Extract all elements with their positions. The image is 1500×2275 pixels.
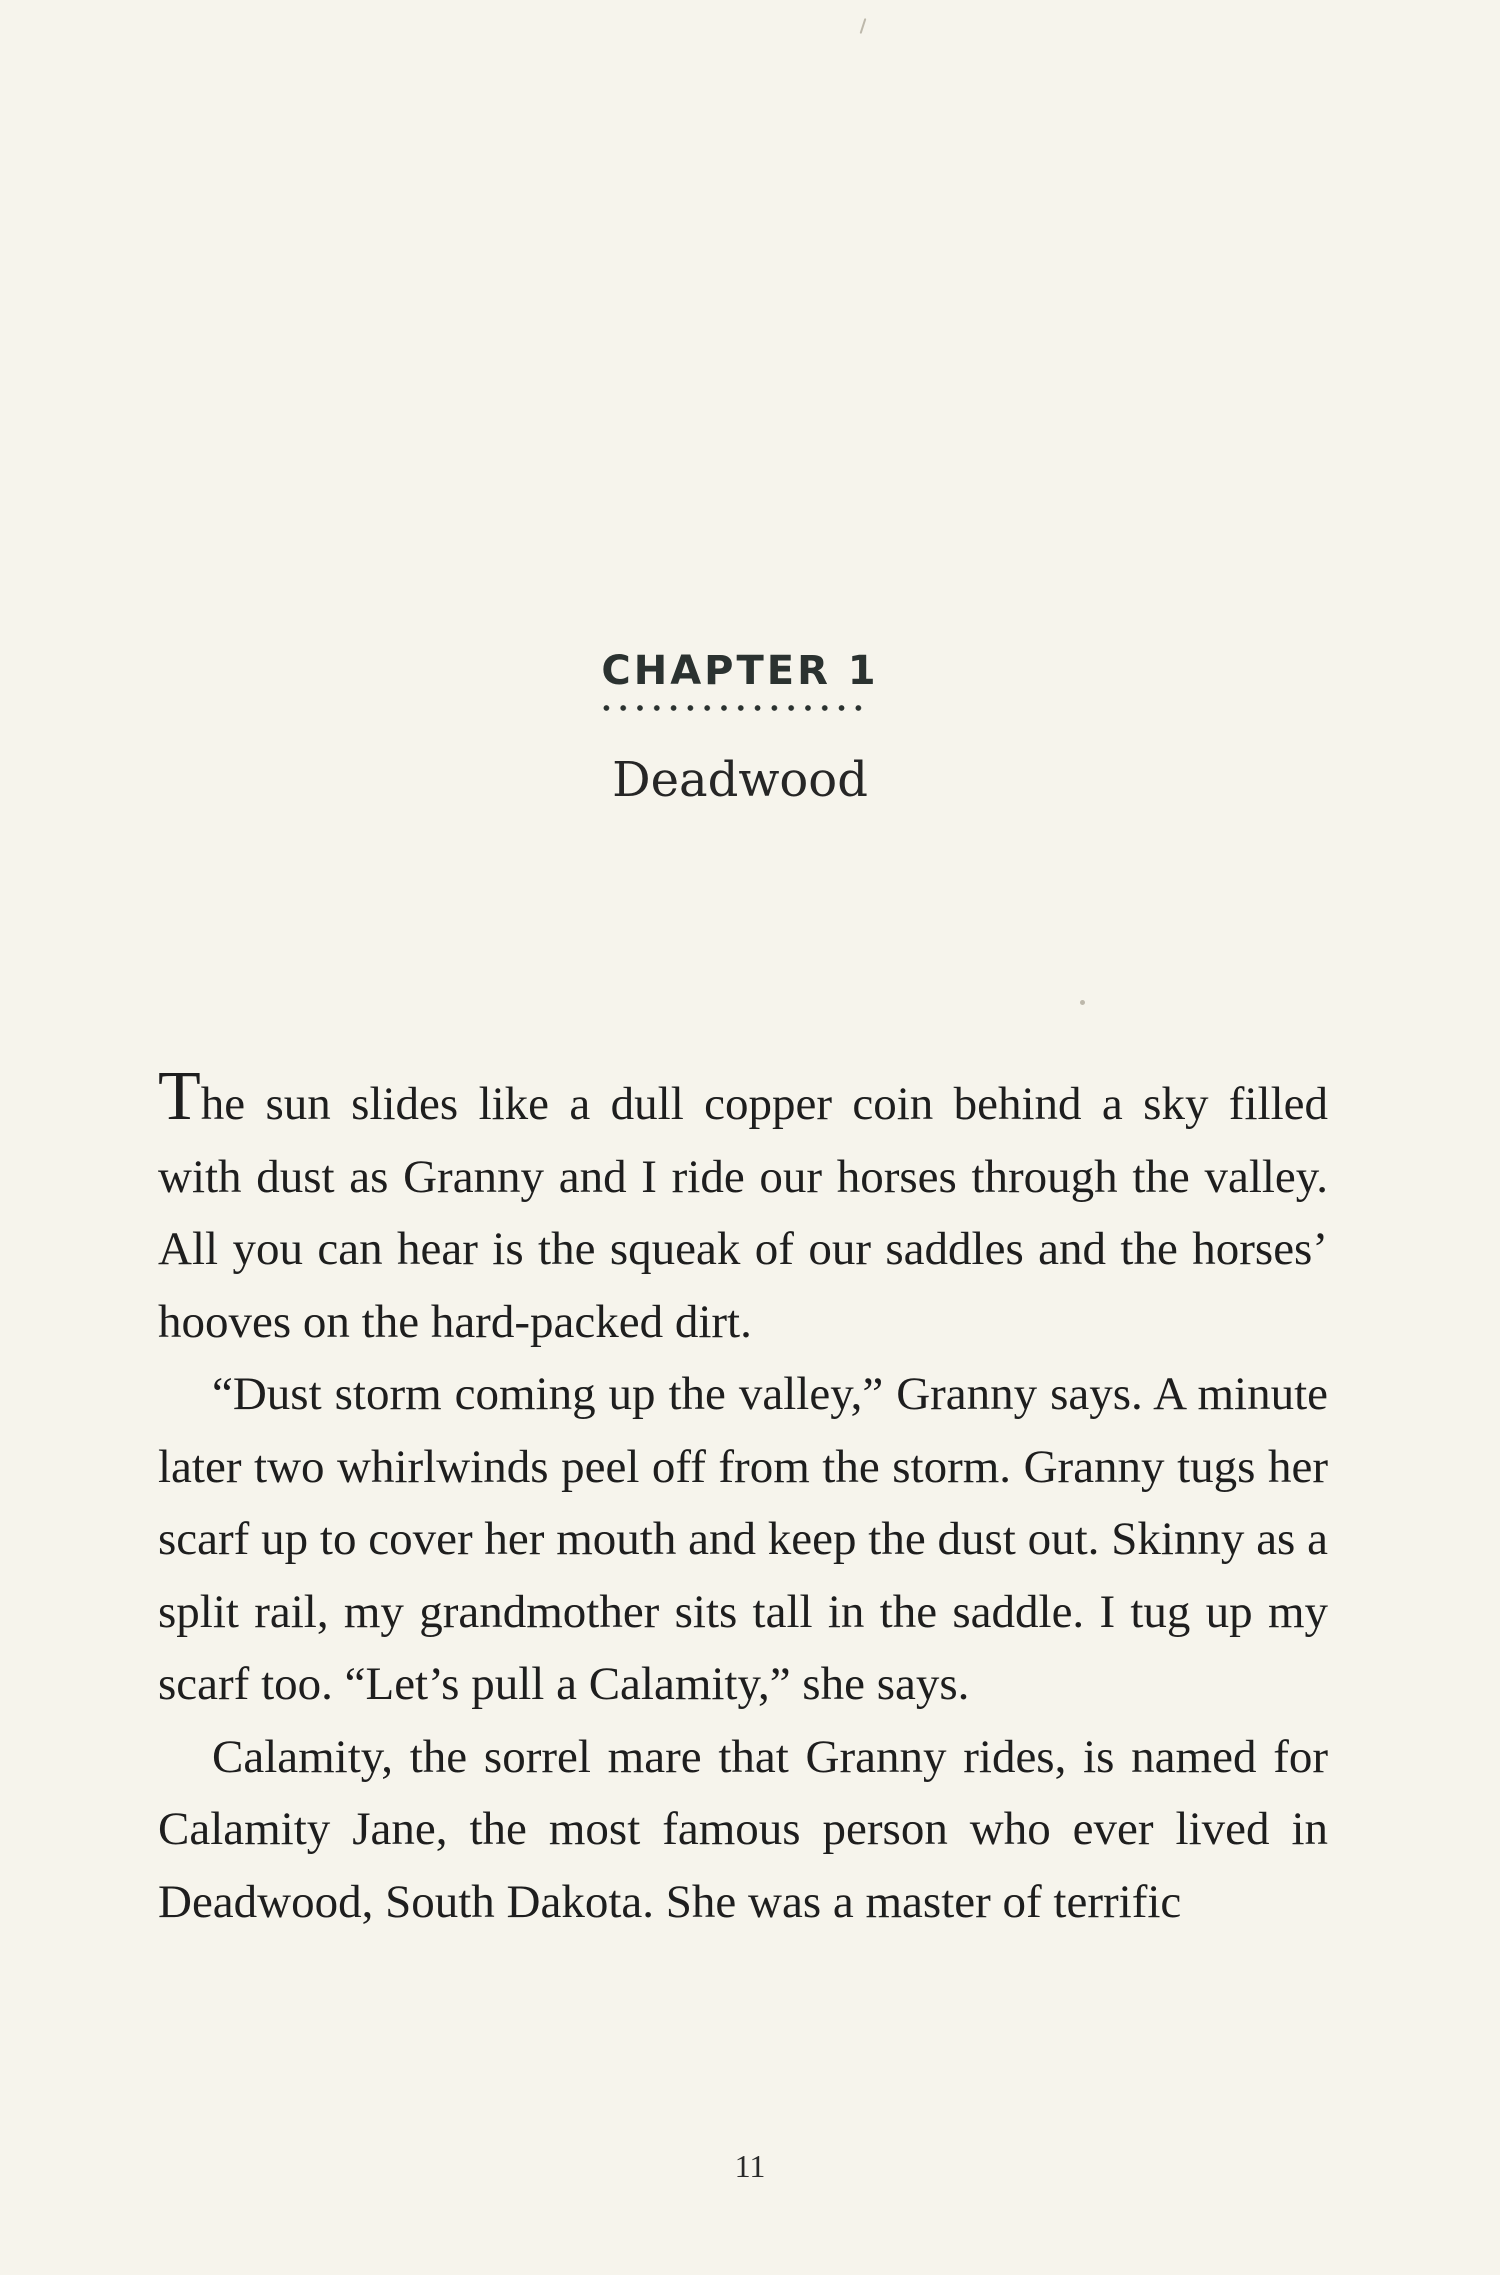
- chapter-dotted-rule: [598, 704, 868, 712]
- paragraph: [158, 1058, 1328, 1358]
- chapter-label: CHAPTER 1: [601, 648, 879, 694]
- paper-speck: [1080, 1000, 1085, 1005]
- paragraph: Calamity, the sorrel mare that Granny rides, is named for Calamity Jane, the most famous person who ever lived in Deadwood, South Dakota. She was a master of terrific: [158, 1730, 1328, 1928]
- paragraph-text: he sun slides like a dull copper coin behind a sky filled with dust as Granny and I ride our horses through the valley. All you can hear is the squeak of our saddles and the horses’ hooves on the hard-packed dirt.: [158, 1078, 1328, 1348]
- chapter-title: Deadwood: [612, 752, 868, 808]
- paper-speck: [860, 18, 867, 34]
- drop-cap: T: [158, 1058, 201, 1135]
- paragraph: “Dust storm coming up the valley,” Granny says. A minute later two whirlwinds peel off from the storm. Granny tugs her scarf up to cover her mouth and keep the dust out. Skinny as a split rail, my grandmother sits tall in the saddle. I tug up my scarf too. “Let’s pull a Calamity,” she says.: [158, 1368, 1328, 1710]
- page-number: 11: [734, 2148, 766, 2184]
- chapter-body: [158, 1058, 1328, 1938]
